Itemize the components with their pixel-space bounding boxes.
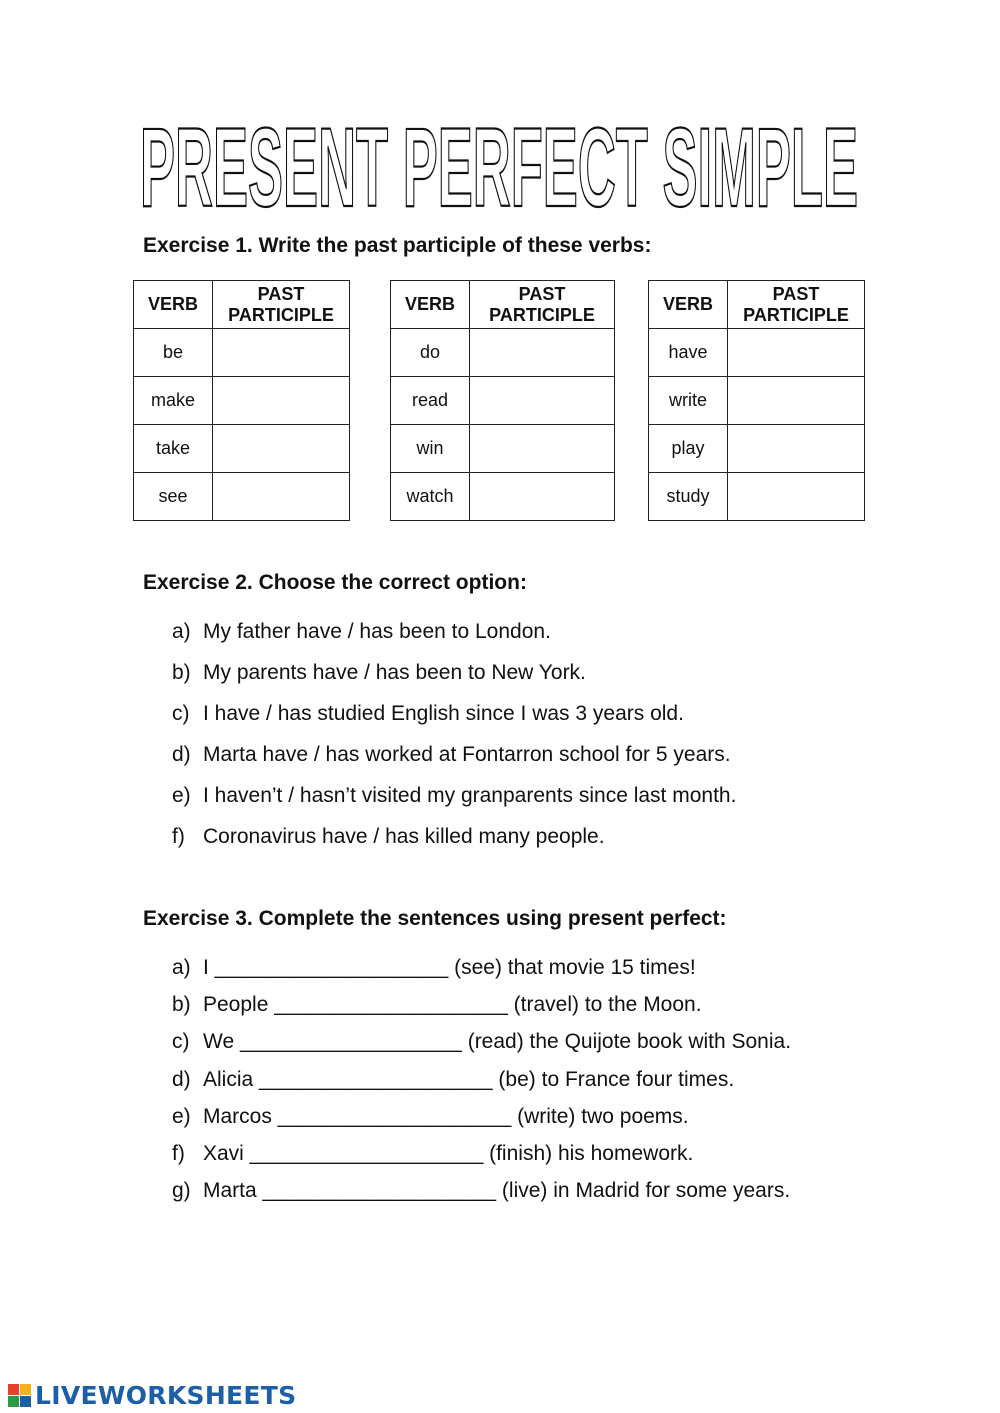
participle-answer-cell[interactable] xyxy=(728,473,865,521)
participle-answer-cell[interactable] xyxy=(728,425,865,473)
verb-cell: take xyxy=(134,425,213,473)
list-item: d) Marta have / has worked at Fontarron school for 5 years. xyxy=(172,743,731,766)
list-item: g) Marta ____________________ (live) in Madrid for some years. xyxy=(172,1179,791,1203)
verb-cell: see xyxy=(134,473,213,521)
verb-table-2 xyxy=(390,280,615,521)
title-text: PRESENT PERFECT SIMPLE xyxy=(140,114,858,214)
exercise-2-heading: Exercise 2. Choose the correct option: xyxy=(143,571,527,594)
verb-column-header: VERB xyxy=(134,281,213,329)
verb-cell: be xyxy=(134,329,213,377)
verb-cell: read xyxy=(391,377,470,425)
liveworksheets-logo[interactable] xyxy=(8,1381,296,1410)
list-item: d) Alicia ____________________ (be) to France four times. xyxy=(172,1067,735,1091)
list-item: c) We ___________________ (read) the Quijote book with Sonia. xyxy=(172,1030,792,1054)
exercise-2-list xyxy=(172,619,736,865)
participle-answer-cell[interactable] xyxy=(213,473,350,521)
list-item: f) Xavi ____________________ (finish) his homework. xyxy=(172,1141,694,1165)
logo-text: LIVEWORKSHEETS xyxy=(35,1381,297,1410)
logo-grid-icon xyxy=(8,1384,32,1408)
verb-column-header: VERB xyxy=(649,281,728,329)
participle-answer-cell[interactable] xyxy=(470,329,615,377)
participle-answer-cell[interactable] xyxy=(213,425,350,473)
verb-table-3 xyxy=(648,280,865,521)
verb-cell: write xyxy=(649,377,728,425)
verb-cell: have xyxy=(649,329,728,377)
participle-column-header: PAST PARTICIPLE xyxy=(213,281,350,329)
participle-answer-cell[interactable] xyxy=(470,425,615,473)
verb-cell: make xyxy=(134,377,213,425)
list-item: b) People ____________________ (travel) to the Moon. xyxy=(172,993,702,1017)
exercise-3-list xyxy=(172,955,791,1215)
list-item: e) Marcos ____________________ (write) two poems. xyxy=(172,1104,689,1128)
list-item: f) Coronavirus have / has killed many people. xyxy=(172,825,605,848)
exercise-3-heading: Exercise 3. Complete the sentences using present perfect: xyxy=(143,907,727,930)
verb-cell: win xyxy=(391,425,470,473)
verb-column-header: VERB xyxy=(391,281,470,329)
participle-answer-cell[interactable] xyxy=(728,377,865,425)
verb-table-1 xyxy=(133,280,350,521)
verb-cell: play xyxy=(649,425,728,473)
participle-column-header: PAST PARTICIPLE xyxy=(470,281,615,329)
participle-answer-cell[interactable] xyxy=(470,473,615,521)
list-item: a) My father have / has been to London. xyxy=(172,620,551,643)
exercise-1-heading: Exercise 1. Write the past participle of these verbs: xyxy=(143,234,652,257)
verb-cell: watch xyxy=(391,473,470,521)
participle-answer-cell[interactable] xyxy=(728,329,865,377)
verb-cell: study xyxy=(649,473,728,521)
participle-answer-cell[interactable] xyxy=(213,329,350,377)
list-item: b) My parents have / has been to New York. xyxy=(172,661,586,684)
list-item: e) I haven’t / hasn’t visited my granparents since last month. xyxy=(172,784,737,807)
participle-answer-cell[interactable] xyxy=(470,377,615,425)
participle-answer-cell[interactable] xyxy=(213,377,350,425)
list-item: c) I have / has studied English since I was 3 years old. xyxy=(172,702,684,725)
list-item: a) I ____________________ (see) that movie 15 times! xyxy=(172,956,696,979)
verb-cell: do xyxy=(391,329,470,377)
participle-column-header: PAST PARTICIPLE xyxy=(728,281,865,329)
worksheet-title xyxy=(140,114,860,214)
